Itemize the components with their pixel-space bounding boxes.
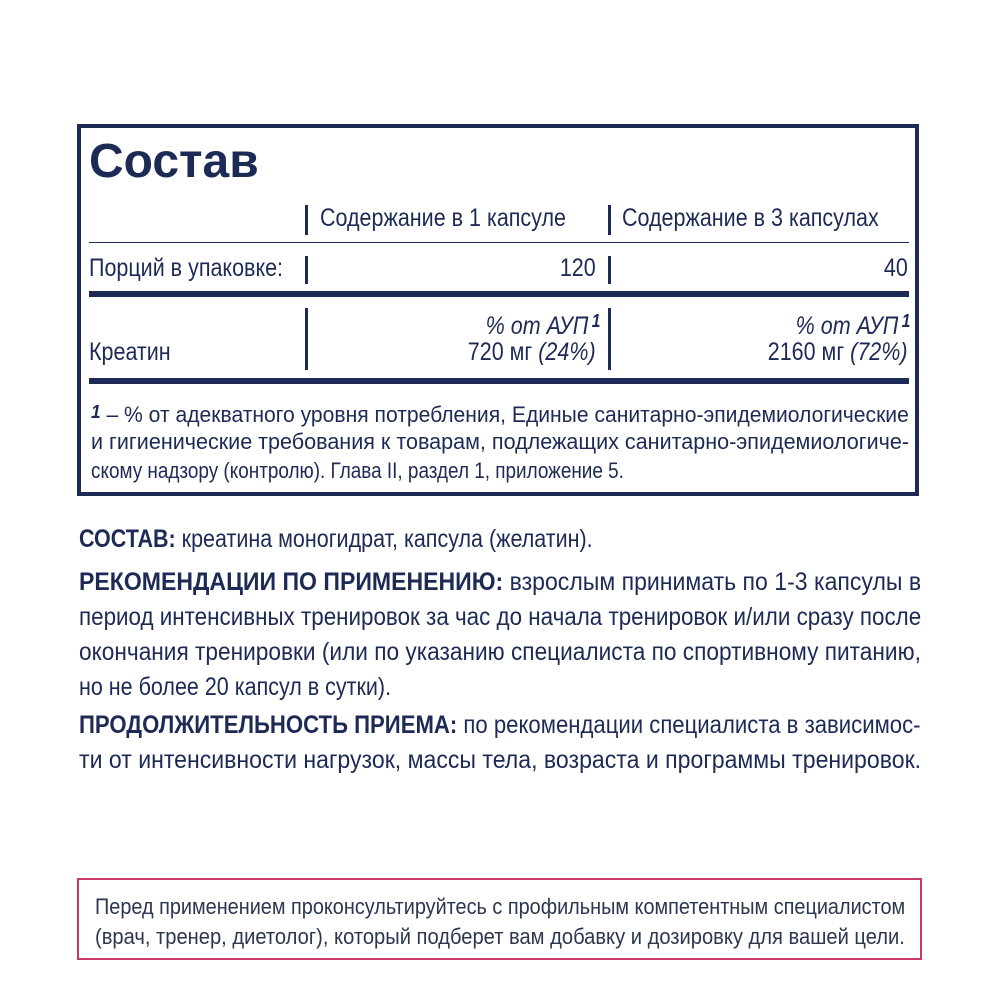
recommendations-line-2: период интенсивных тренировок за час до начала тренировок и/или сразу после (79, 603, 922, 631)
row-divider-thick (89, 378, 909, 384)
duration-text: по рекомендации специалиста в зависимос- (457, 711, 921, 739)
footnote-line-2: и гигиенические требования к товарам, подлежащих санитарно-эпидемиологиче- (91, 429, 910, 454)
column-divider (608, 308, 611, 370)
column-divider (608, 256, 611, 284)
ingredient-col2-pct: (72%) (850, 338, 908, 366)
servings-label: Порций в упаковке: (89, 254, 284, 282)
column-divider (305, 308, 308, 370)
ingredient-col2 (768, 337, 908, 367)
column-divider (608, 205, 611, 235)
ingredient-col1 (468, 337, 596, 367)
dv-label-text: % от АУП (795, 312, 898, 340)
row-divider-thin (89, 242, 909, 243)
recommendations-text: взрослым принимать по 1-3 капсулы в (503, 568, 922, 596)
dv-label-col1 (485, 306, 600, 341)
footnote-marker: 1 (901, 311, 910, 331)
composition-label: СОСТАВ: (79, 525, 176, 553)
ingredient-col1-amount: 720 мг (468, 338, 533, 366)
duration-line-2: ти от интенсивности нагрузок, массы тела, возраста и программы тренировок. (79, 746, 922, 774)
servings-col2: 40 (884, 254, 908, 282)
servings-col1: 120 (560, 254, 596, 282)
ingredient-col2-amount: 2160 мг (768, 338, 845, 366)
table-title: Состав (89, 135, 259, 188)
footnote-text: – % от адекватного уровня потребления, Единые санитарно-эпидемиологические (100, 402, 909, 427)
warning-line-2: (врач, тренер, диетолог), который подберет вам добавку и дозировку для вашей цели. (95, 924, 905, 949)
col2-header: Содержание в 3 капсулах (622, 204, 879, 232)
warning-line-1: Перед применением проконсультируйтесь с профильным компетентным специалистом (95, 894, 906, 919)
footnote-line-3: скому надзору (контролю). Глава II, раздел 1, приложение 5. (91, 458, 624, 483)
column-divider (305, 256, 308, 284)
row-divider-thick (89, 291, 909, 297)
col1-header: Содержание в 1 капсуле (320, 204, 566, 232)
ingredient-col1-pct: (24%) (538, 338, 596, 366)
dv-label-text: % от АУП (485, 312, 588, 340)
duration-line-1 (79, 708, 921, 743)
recommendations-line-4: но не более 20 капсул в сутки). (79, 673, 392, 701)
recommendations-line-3: окончания тренировки (или по указанию специалиста по спортивному питанию, (79, 638, 921, 666)
footnote-line-1 (91, 398, 909, 429)
column-divider (305, 205, 308, 235)
recommendations-line-1 (79, 565, 921, 600)
footnote-marker: 1 (591, 311, 600, 331)
recommendations-label: РЕКОМЕНДАЦИИ ПО ПРИМЕНЕНИЮ: (79, 568, 504, 596)
ingredient-name: Креатин (89, 338, 171, 366)
dv-label-col2 (795, 306, 910, 341)
duration-label: ПРОДОЛЖИТЕЛЬНОСТЬ ПРИЕМА: (79, 711, 458, 739)
footnote-number: 1 (91, 402, 101, 422)
composition-text: креатина моногидрат, капсула (желатин). (175, 525, 593, 553)
composition-paragraph (79, 522, 593, 557)
